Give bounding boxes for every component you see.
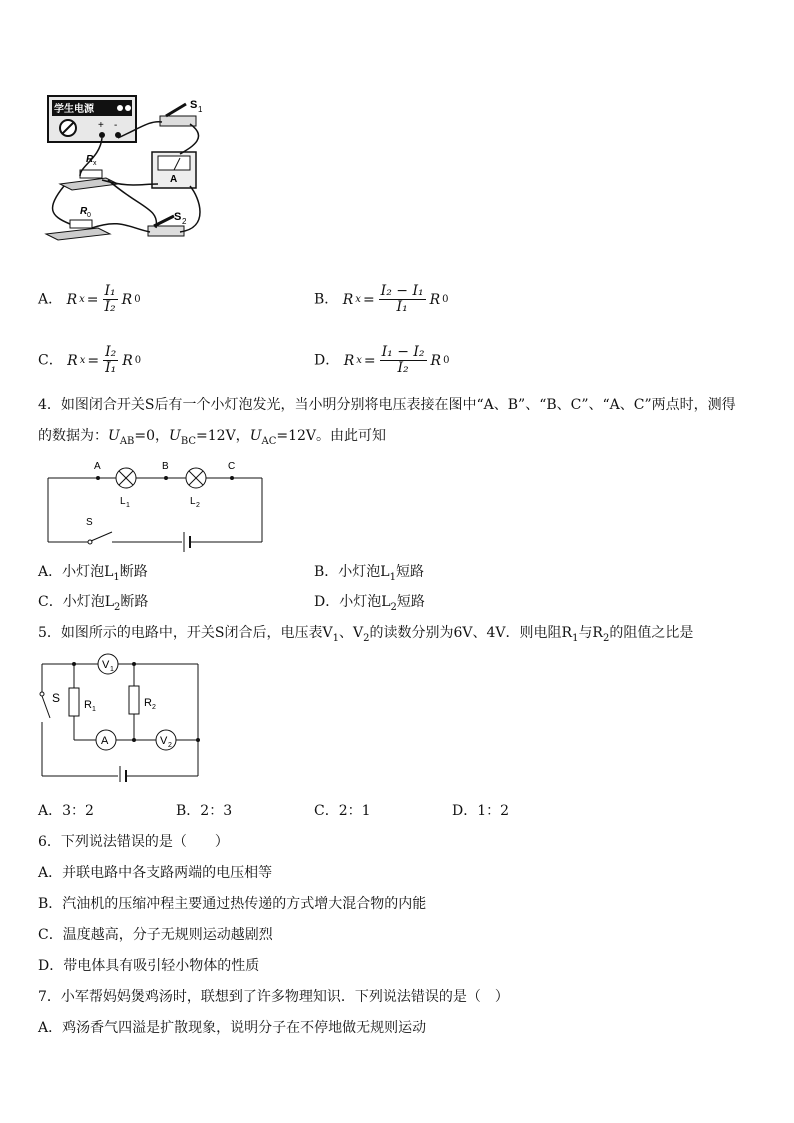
q4-option-b[interactable]: B．小灯泡$L_1$短路 xyxy=(314,564,424,583)
q3-option-b[interactable]: B． R x = $\frac{\text{I₂ − I₁}}{\text{I₁}}$ R 0 xyxy=(314,283,449,315)
q3-option-a[interactable]: A． R x = $\frac{\text{I₁}}{\text{I₂}}$ R 0 xyxy=(38,283,141,315)
svg-text:1: 1 xyxy=(92,706,96,713)
q3-option-d[interactable]: D． R x = $\frac{\text{I₁ − I₂}}{\text{I₂}}$ R 0 xyxy=(314,344,450,376)
svg-text:1: 1 xyxy=(126,502,130,509)
q4-stem-line2: 的数据为：$U_{AB}=0$，$U_{BC}=12V$，$U_{AC}=12V$。由此可知 xyxy=(38,428,387,447)
svg-text:R: R xyxy=(80,206,88,217)
svg-text:-: - xyxy=(114,120,118,131)
q7-stem: 7．小军帮妈妈煲鸡汤时，联想到了许多物理知识．下列说法错误的是（ ） xyxy=(38,989,509,1005)
svg-text:S: S xyxy=(174,211,182,223)
q4-circuit-diagram xyxy=(44,456,268,554)
svg-text:A: A xyxy=(170,174,178,185)
q6-stem: 6．下列说法错误的是（ ） xyxy=(38,834,229,850)
svg-text:1: 1 xyxy=(198,105,203,114)
point-c-label: C xyxy=(228,461,236,472)
svg-text:A: A xyxy=(101,735,109,747)
q5-circuit-diagram xyxy=(36,652,206,782)
svg-text:2: 2 xyxy=(196,502,200,509)
svg-text:+: + xyxy=(98,120,104,131)
q6-option-c[interactable]: C．温度越高，分子无规则运动越剧烈 xyxy=(38,927,273,943)
q6-option-a[interactable]: A．并联电路中各支路两端的电压相等 xyxy=(38,865,273,881)
q4-option-c[interactable]: C．小灯泡$L_2$断路 xyxy=(38,594,149,613)
svg-text:2: 2 xyxy=(168,742,172,749)
q6-option-b[interactable]: B．汽油机的压缩冲程主要通过热传递的方式增大混合物的内能 xyxy=(38,896,427,912)
switch-s-label: S xyxy=(86,517,93,528)
q7-option-a[interactable]: A．鸡汤香气四溢是扩散现象，说明分子在不停地做无规则运动 xyxy=(38,1020,427,1036)
switch-s-label: S xyxy=(52,691,61,705)
svg-text:R: R xyxy=(86,154,94,165)
q3-option-c[interactable]: C． R x = $\frac{\text{I₂}}{\text{I₁}}$ R 0 xyxy=(38,344,142,376)
q5-option-d[interactable]: D．1：2 xyxy=(452,803,510,819)
svg-text:R: R xyxy=(84,699,92,711)
svg-text:1: 1 xyxy=(110,666,114,673)
svg-text:S: S xyxy=(190,99,198,111)
q5-option-b[interactable]: B．2：3 xyxy=(176,803,233,819)
svg-text:L: L xyxy=(190,496,196,507)
point-b-label: B xyxy=(162,461,169,472)
svg-text:V: V xyxy=(102,659,110,671)
svg-text:2: 2 xyxy=(182,217,187,226)
svg-text:L: L xyxy=(120,496,126,507)
q5-option-c[interactable]: C．2：1 xyxy=(314,803,371,819)
q4-option-a[interactable]: A．小灯泡$L_1$断路 xyxy=(38,564,148,583)
q6-option-d[interactable]: D．带电体具有吸引轻小物体的性质 xyxy=(38,958,260,974)
q4-option-d[interactable]: D．小灯泡$L_2$短路 xyxy=(314,594,425,613)
svg-text:R: R xyxy=(144,697,152,709)
svg-text:0: 0 xyxy=(87,212,91,219)
q3-apparatus-figure xyxy=(40,88,220,258)
svg-text:2: 2 xyxy=(152,704,156,711)
q5-option-a[interactable]: A．3：2 xyxy=(38,803,94,819)
point-a-label: A xyxy=(94,461,101,472)
q4-stem-line1: 4．如图闭合开关S后有一个小灯泡发光，当小明分别将电压表接在图中“A、B”、“B、C”、“A、C”两点时，测得 xyxy=(38,397,736,413)
svg-text:x: x xyxy=(93,160,97,167)
power-supply-label: 学生电源 xyxy=(54,104,94,115)
svg-text:V: V xyxy=(160,735,168,747)
q5-stem: 5．如图所示的电路中，开关S闭合后，电压表$V_1$、$V_2$的读数分别为6V、4V．则电阻$R_1$与$R_2$的阻值之比是 xyxy=(38,625,694,644)
